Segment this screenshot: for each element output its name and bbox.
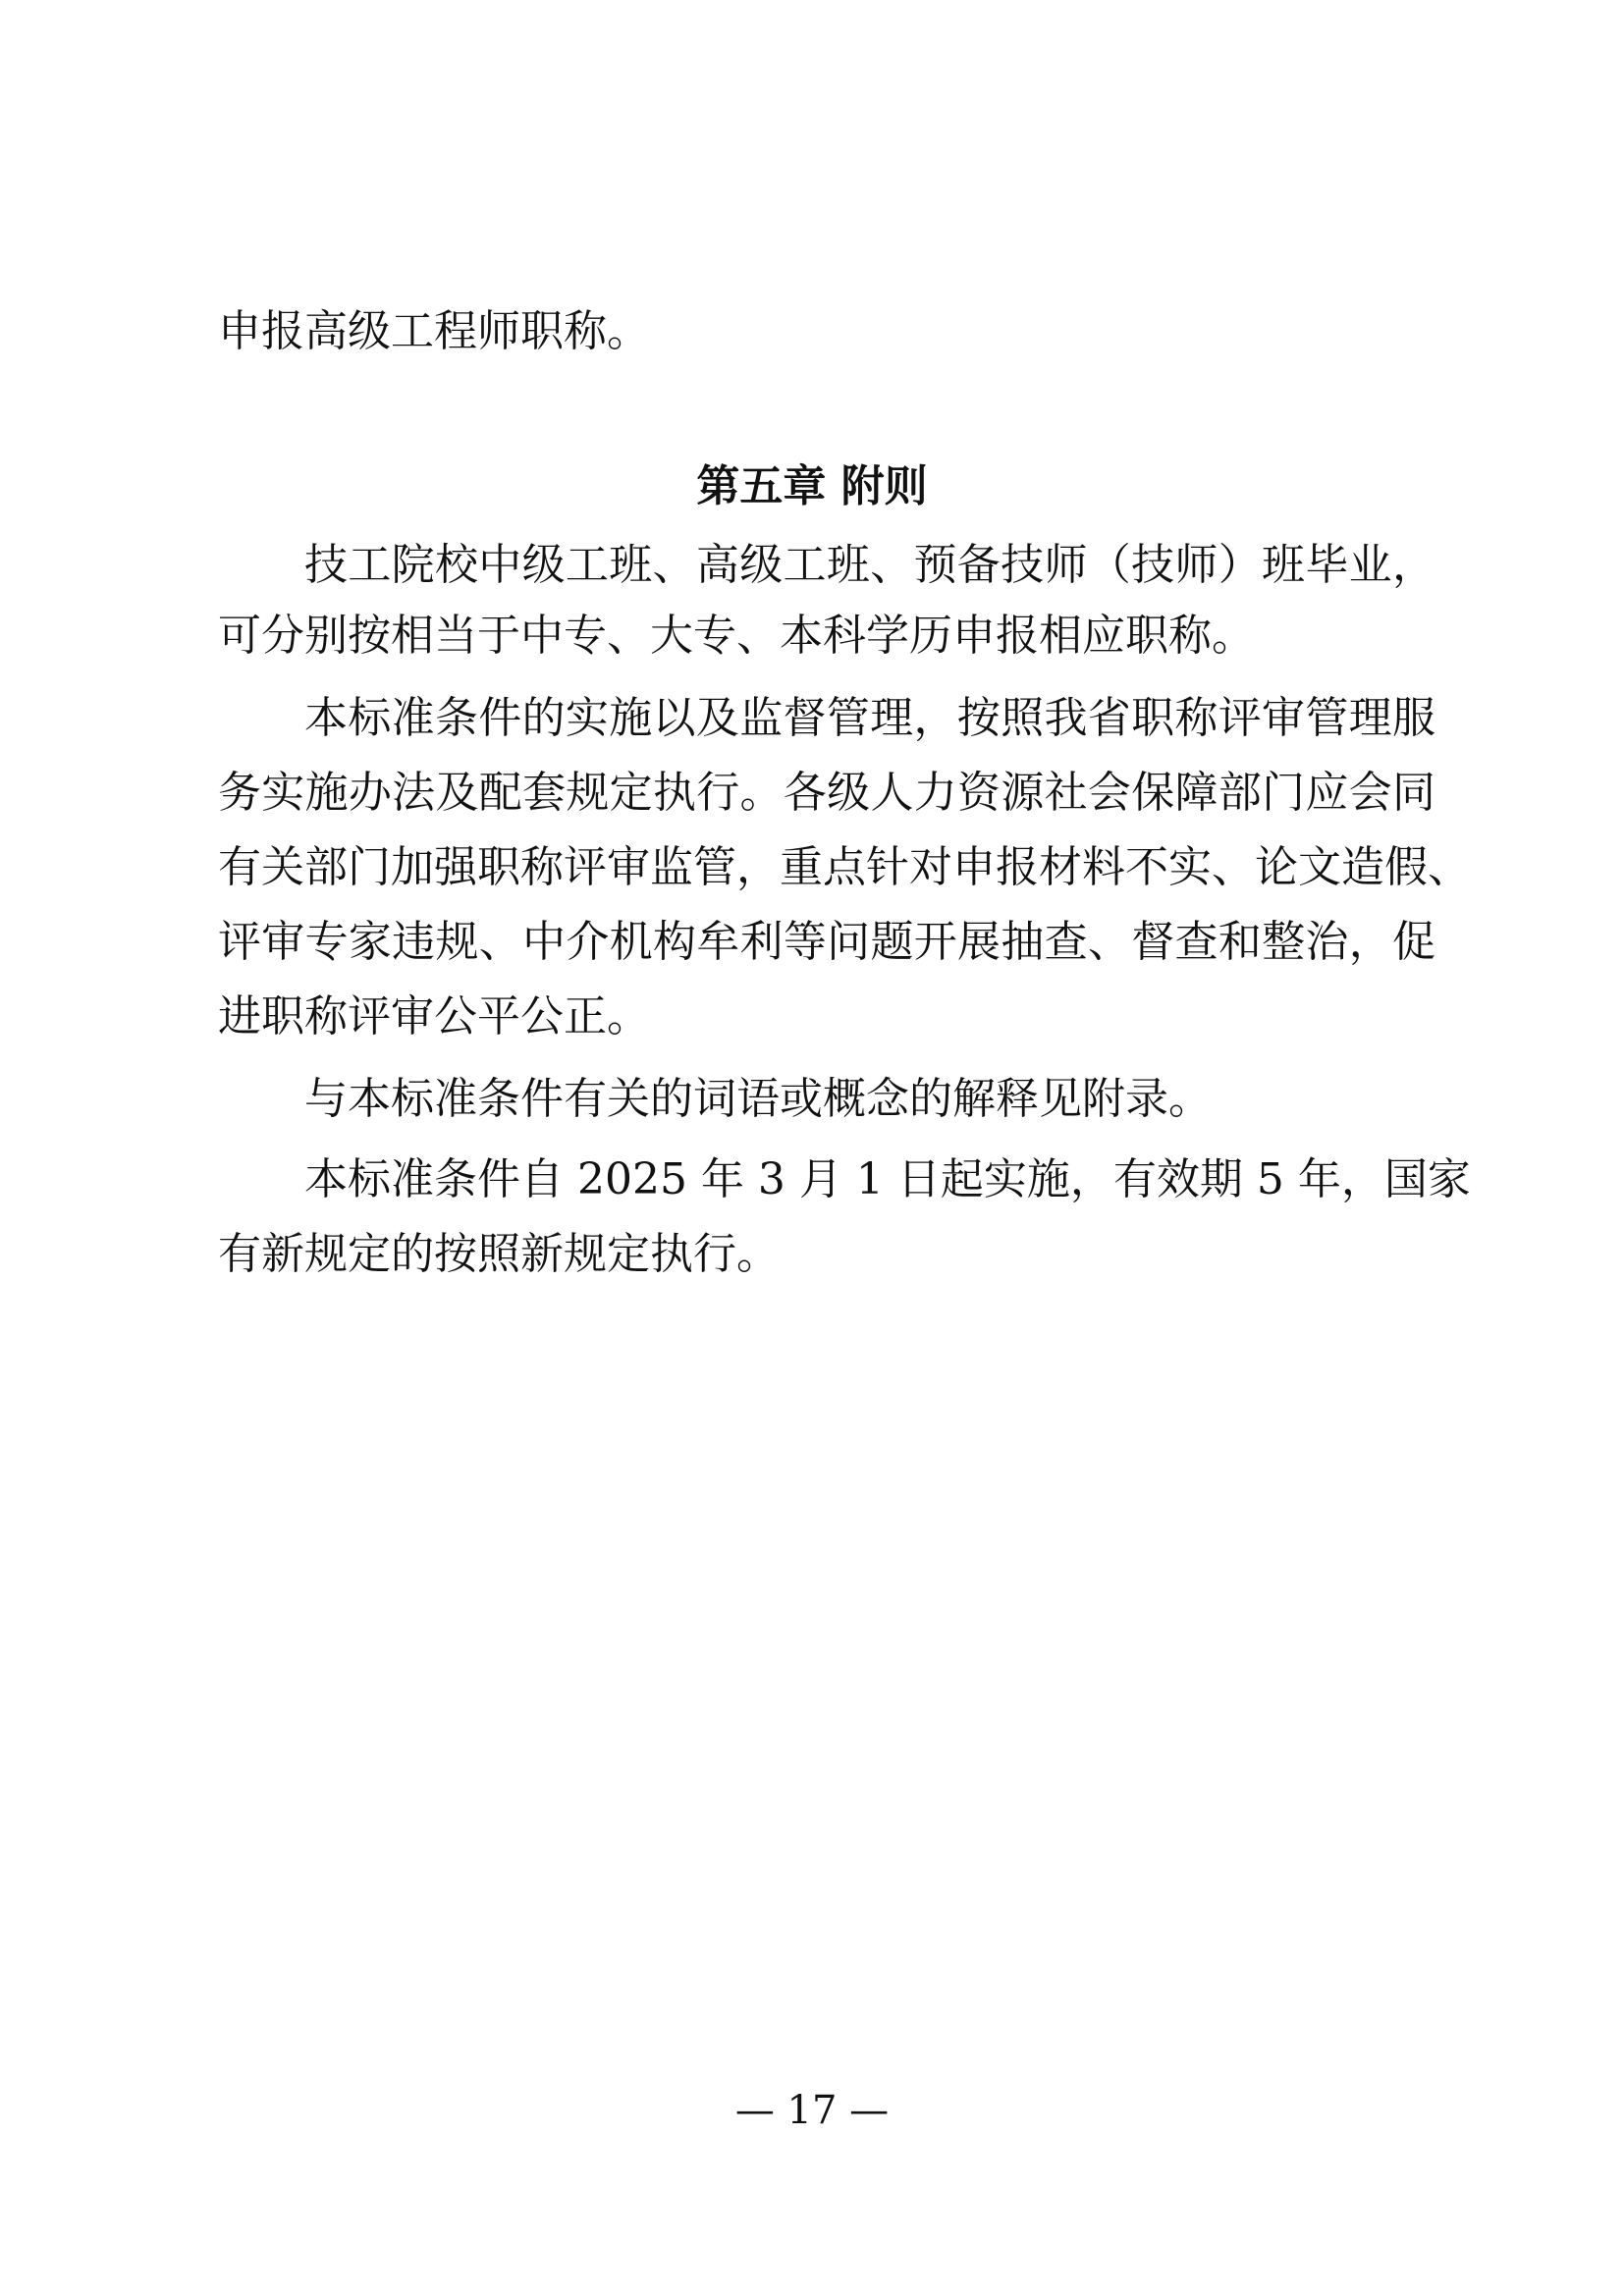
- page-number: — 17 —: [734, 2088, 890, 2133]
- paragraph-2-line-1: 本标准条件的实施以及监督管理，按照我省职称评审管理服: [304, 693, 1435, 743]
- paragraph-4-line-2: 有新规定的按照新规定执行。: [218, 1229, 780, 1279]
- paragraph-1-line-1: 技工院校中级工班、高级工班、预备技师（技师）班毕业，: [304, 540, 1435, 590]
- paragraph-2-line-4: 评审专家违规、中介机构牟利等问题开展抽查、督查和整治，促: [218, 917, 1435, 967]
- paragraph-2-line-2: 务实施办法及配套规定执行。各级人力资源社会保障部门应会同: [218, 768, 1435, 818]
- paragraph-4-line-1: 本标准条件自 2025 年 3 月 1 日起实施，有效期 5 年，国家: [304, 1154, 1471, 1204]
- paragraph-2-line-3: 有关部门加强职称评审监管，重点针对申报材料不实、论文造假、: [218, 842, 1471, 892]
- paragraph-1-line-2: 可分别按相当于中专、大专、本科学历申报相应职称。: [218, 611, 1255, 661]
- paragraph-3-line-1: 与本标准条件有关的词语或概念的解释见附录。: [304, 1074, 1212, 1124]
- continuation-line: 申报高级工程师职称。: [218, 306, 650, 356]
- paragraph-2-line-5: 进职称评审公平公正。: [218, 991, 650, 1041]
- chapter-heading: 第五章 附则: [696, 461, 928, 511]
